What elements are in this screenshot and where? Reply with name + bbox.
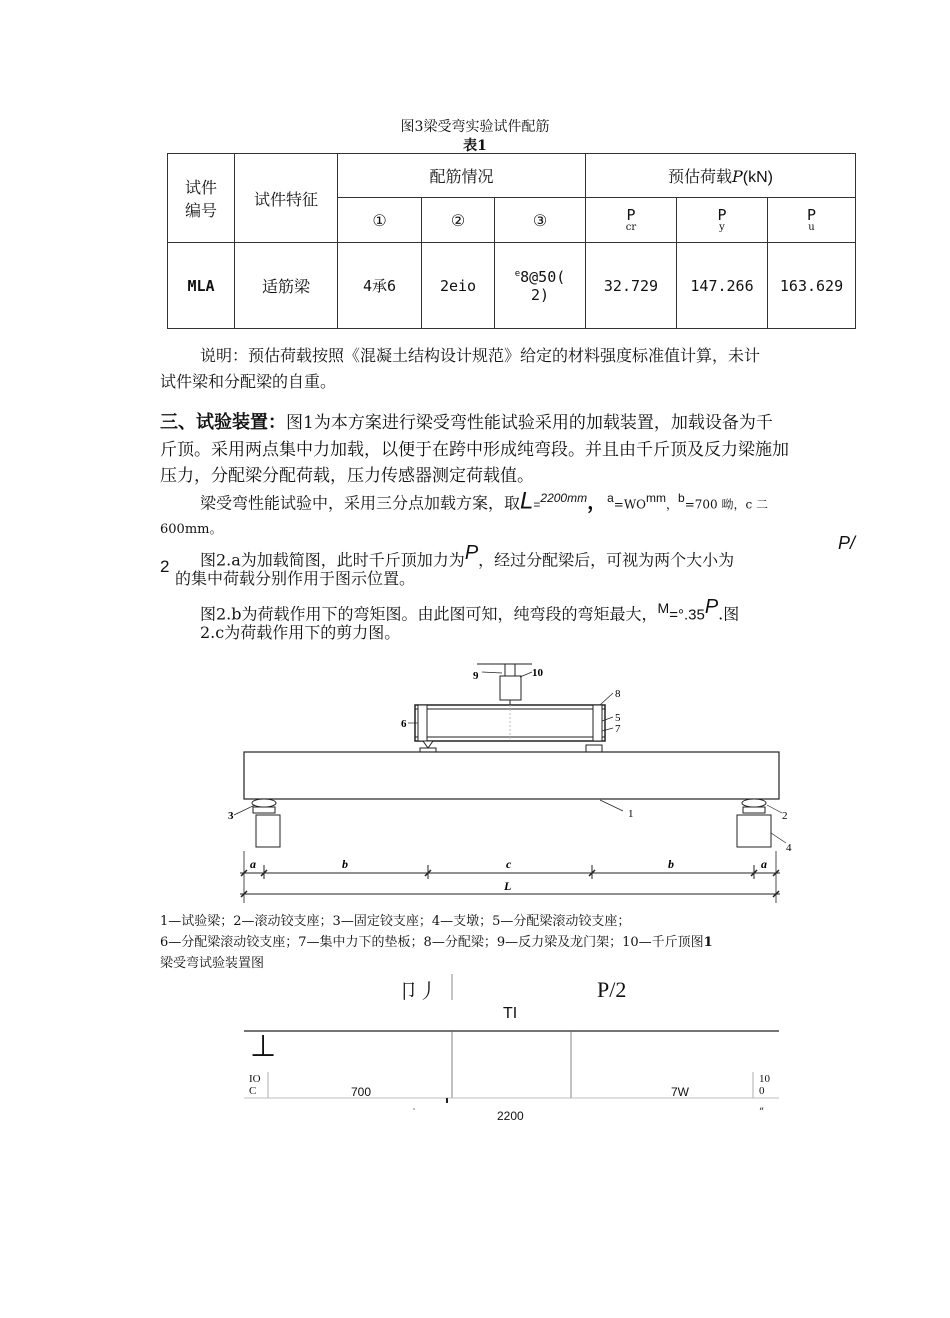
load-col-pcr — [586, 198, 677, 243]
pier-right — [737, 815, 771, 847]
fig2-total: 2200 — [497, 1109, 524, 1123]
rebar-col-2: ② — [422, 198, 495, 243]
row-feature: 适筋梁 — [235, 243, 338, 329]
fig2-support-symbol: ⊥ — [250, 1030, 277, 1063]
stiffener-right — [593, 705, 602, 741]
row-rebar-3-sup: e — [514, 268, 521, 279]
para4-text: 图2.b为荷载作用下的弯矩图。由此图可知，纯弯段的弯矩最大， — [200, 604, 658, 624]
para4-line2: 2.c为荷载作用下的剪力图。 — [200, 623, 401, 642]
pu-subscript: u — [808, 221, 815, 233]
test-beam — [244, 752, 779, 799]
legend-line3: 梁受弯试验装置图 — [160, 956, 265, 971]
dim-b-right: b — [668, 857, 674, 871]
stiffener-left — [418, 705, 427, 741]
dim-a-left: a — [250, 857, 256, 871]
section3-line2: 斤顶。采用两点集中力加载，以便于在跨中形成纯弯段。并且由千斤顶及反力梁施加 — [160, 440, 789, 460]
para4-M: M — [657, 600, 670, 616]
para2-b-value: =700 呦，c 二 — [684, 497, 769, 512]
row-pu: 163.629 — [768, 243, 856, 329]
load-col-pu — [768, 198, 856, 243]
para2-L: L — [520, 487, 534, 515]
fig2-io-left-l1: IO — [249, 1073, 261, 1085]
header-feature: 试件特征 — [235, 154, 338, 243]
label-2: 2 — [782, 810, 788, 822]
row-rebar-1: 4承6 — [338, 243, 422, 329]
header-load-label: 预估荷载 — [668, 167, 733, 186]
para3-two: 2 — [160, 557, 170, 576]
fig2-load-left: 卩丿 — [398, 979, 438, 1003]
row-rebar-3 — [495, 243, 586, 329]
section3-line1 — [160, 410, 773, 436]
rebar-col-3: ③ — [495, 198, 586, 243]
row-id: MLA — [168, 243, 235, 329]
fig2-seg1: 700 — [351, 1085, 372, 1099]
fig2-ti-label: TI — [503, 1005, 518, 1022]
legend-line2-text: 6—分配梁滚动铰支座；7—集中力下的垫板；8—分配梁；9—反力梁及龙门架；10—千斤顶图 — [160, 935, 704, 950]
table-caption: 表1 — [463, 138, 487, 154]
row-py: 147.266 — [677, 243, 768, 329]
section3-text1: 图1为本方案进行梁受弯性能试验采用的加载装置，加载设备为千 — [286, 413, 773, 433]
label-8: 8 — [615, 688, 621, 700]
row-rebar-3-line1: 8@50( — [520, 267, 566, 286]
header-load — [586, 154, 856, 198]
para2-line1 — [200, 483, 768, 519]
roller-support — [742, 799, 766, 807]
dim-c: c — [506, 857, 512, 871]
header-id-line1: 试件 — [184, 178, 217, 197]
table-1 — [167, 153, 856, 329]
header-id — [168, 154, 235, 243]
figure3-caption: 图3梁受弯实验试件配筋 — [400, 119, 550, 135]
roller-support-plate — [743, 807, 765, 813]
para2-mm: mm — [646, 491, 666, 505]
fig2-load-right: P/2 — [597, 977, 627, 1002]
fixed-support-plate — [253, 807, 275, 813]
fig2-io-right — [759, 1073, 770, 1097]
dim-L: L — [504, 879, 512, 893]
pcr-subscript: cr — [625, 221, 637, 233]
para3-P: P — [464, 542, 479, 564]
fig2-io-left-l2: C — [249, 1085, 257, 1097]
header-rebar: 配筋情况 — [338, 154, 586, 198]
pad-right — [586, 745, 602, 752]
py-subscript: y — [719, 221, 725, 233]
fig2-io-left — [249, 1073, 261, 1097]
legend-line2-end: 1 — [703, 935, 713, 950]
para2-text: 梁受弯性能试验中，采用三分点加载方案，取 — [200, 493, 521, 513]
dim-b-left: b — [342, 857, 348, 871]
para4-end: .图 — [718, 604, 740, 624]
fig2-io-right-l1: 10 — [759, 1073, 770, 1085]
para3-line2: 的集中荷载分别作用于图示位置。 — [175, 569, 416, 588]
legend-line1: 1—试验梁；2—滚动铰支座；3—固定铰支座；4—支墩；5—分配梁滚动铰支座； — [160, 914, 631, 929]
label-3: 3 — [228, 810, 234, 822]
fixed-support — [252, 799, 276, 807]
jack-body — [500, 676, 521, 700]
jack-top — [505, 664, 515, 676]
note-line1: 说明：预估荷载按照《混凝土结构设计规范》给定的材料强度标准值计算，未计 — [200, 346, 761, 365]
fig2-quote: ” — [759, 1107, 765, 1118]
note-line2: 试件梁和分配梁的自重。 — [160, 372, 337, 391]
fig2-io-right-l2: 0 — [759, 1085, 765, 1097]
small-mark — [413, 1108, 415, 1110]
row-rebar-3-line2: 2) — [530, 285, 550, 304]
para3-text1: 图2.a为加载简图，此时千斤顶加力为 — [200, 550, 465, 570]
header-id-line2: 编号 — [184, 201, 217, 220]
mid-mark — [446, 1098, 448, 1103]
load-col-py — [677, 198, 768, 243]
label-7: 7 — [615, 723, 621, 735]
py-symbol: P — [717, 205, 727, 224]
para3-P-half: P/ — [838, 533, 856, 553]
label-4: 4 — [786, 842, 792, 854]
para4-value: =°.35 — [669, 606, 705, 624]
header-load-symbol: P — [732, 167, 743, 186]
figure1-apparatus — [220, 655, 810, 905]
para2-eq1: = — [533, 497, 541, 512]
para2-length: 2200mm — [540, 491, 588, 505]
label-5: 5 — [615, 712, 621, 724]
header-load-unit: (kN) — [742, 169, 773, 186]
label-1: 1 — [628, 808, 634, 820]
section3-line3: 压力，分配梁分配荷载，压力传感器测定荷载值。 — [160, 466, 534, 486]
label-10: 10 — [532, 667, 543, 679]
row-pcr: 32.729 — [586, 243, 677, 329]
figure2-loading-diagram — [240, 970, 785, 1120]
para2-a-symbol: a — [607, 491, 614, 505]
dim-a-right: a — [761, 857, 767, 871]
label-9: 9 — [473, 670, 479, 682]
legend-line2 — [160, 932, 713, 953]
pcr-symbol: P — [626, 205, 636, 224]
row-rebar-2: 2eio — [422, 243, 495, 329]
para2-sep: ， — [666, 497, 679, 512]
section3-title: 三、试验装置： — [160, 412, 286, 433]
para2-line2: 600mm。 — [160, 522, 223, 537]
rebar-col-1: ① — [338, 198, 422, 243]
para2-comma: ， — [587, 489, 608, 514]
pier-left — [256, 815, 280, 847]
pu-symbol: P — [806, 205, 817, 224]
para2-a-value: =WO — [613, 497, 646, 512]
fig2-seg3: 7W — [671, 1085, 689, 1099]
label-6: 6 — [401, 718, 407, 730]
pin-support-dist — [423, 741, 433, 748]
para3-text2: ，经过分配梁后，可视为两个大小为 — [478, 550, 735, 570]
para4-P: P — [704, 596, 719, 618]
para2-b-symbol: b — [678, 491, 685, 505]
